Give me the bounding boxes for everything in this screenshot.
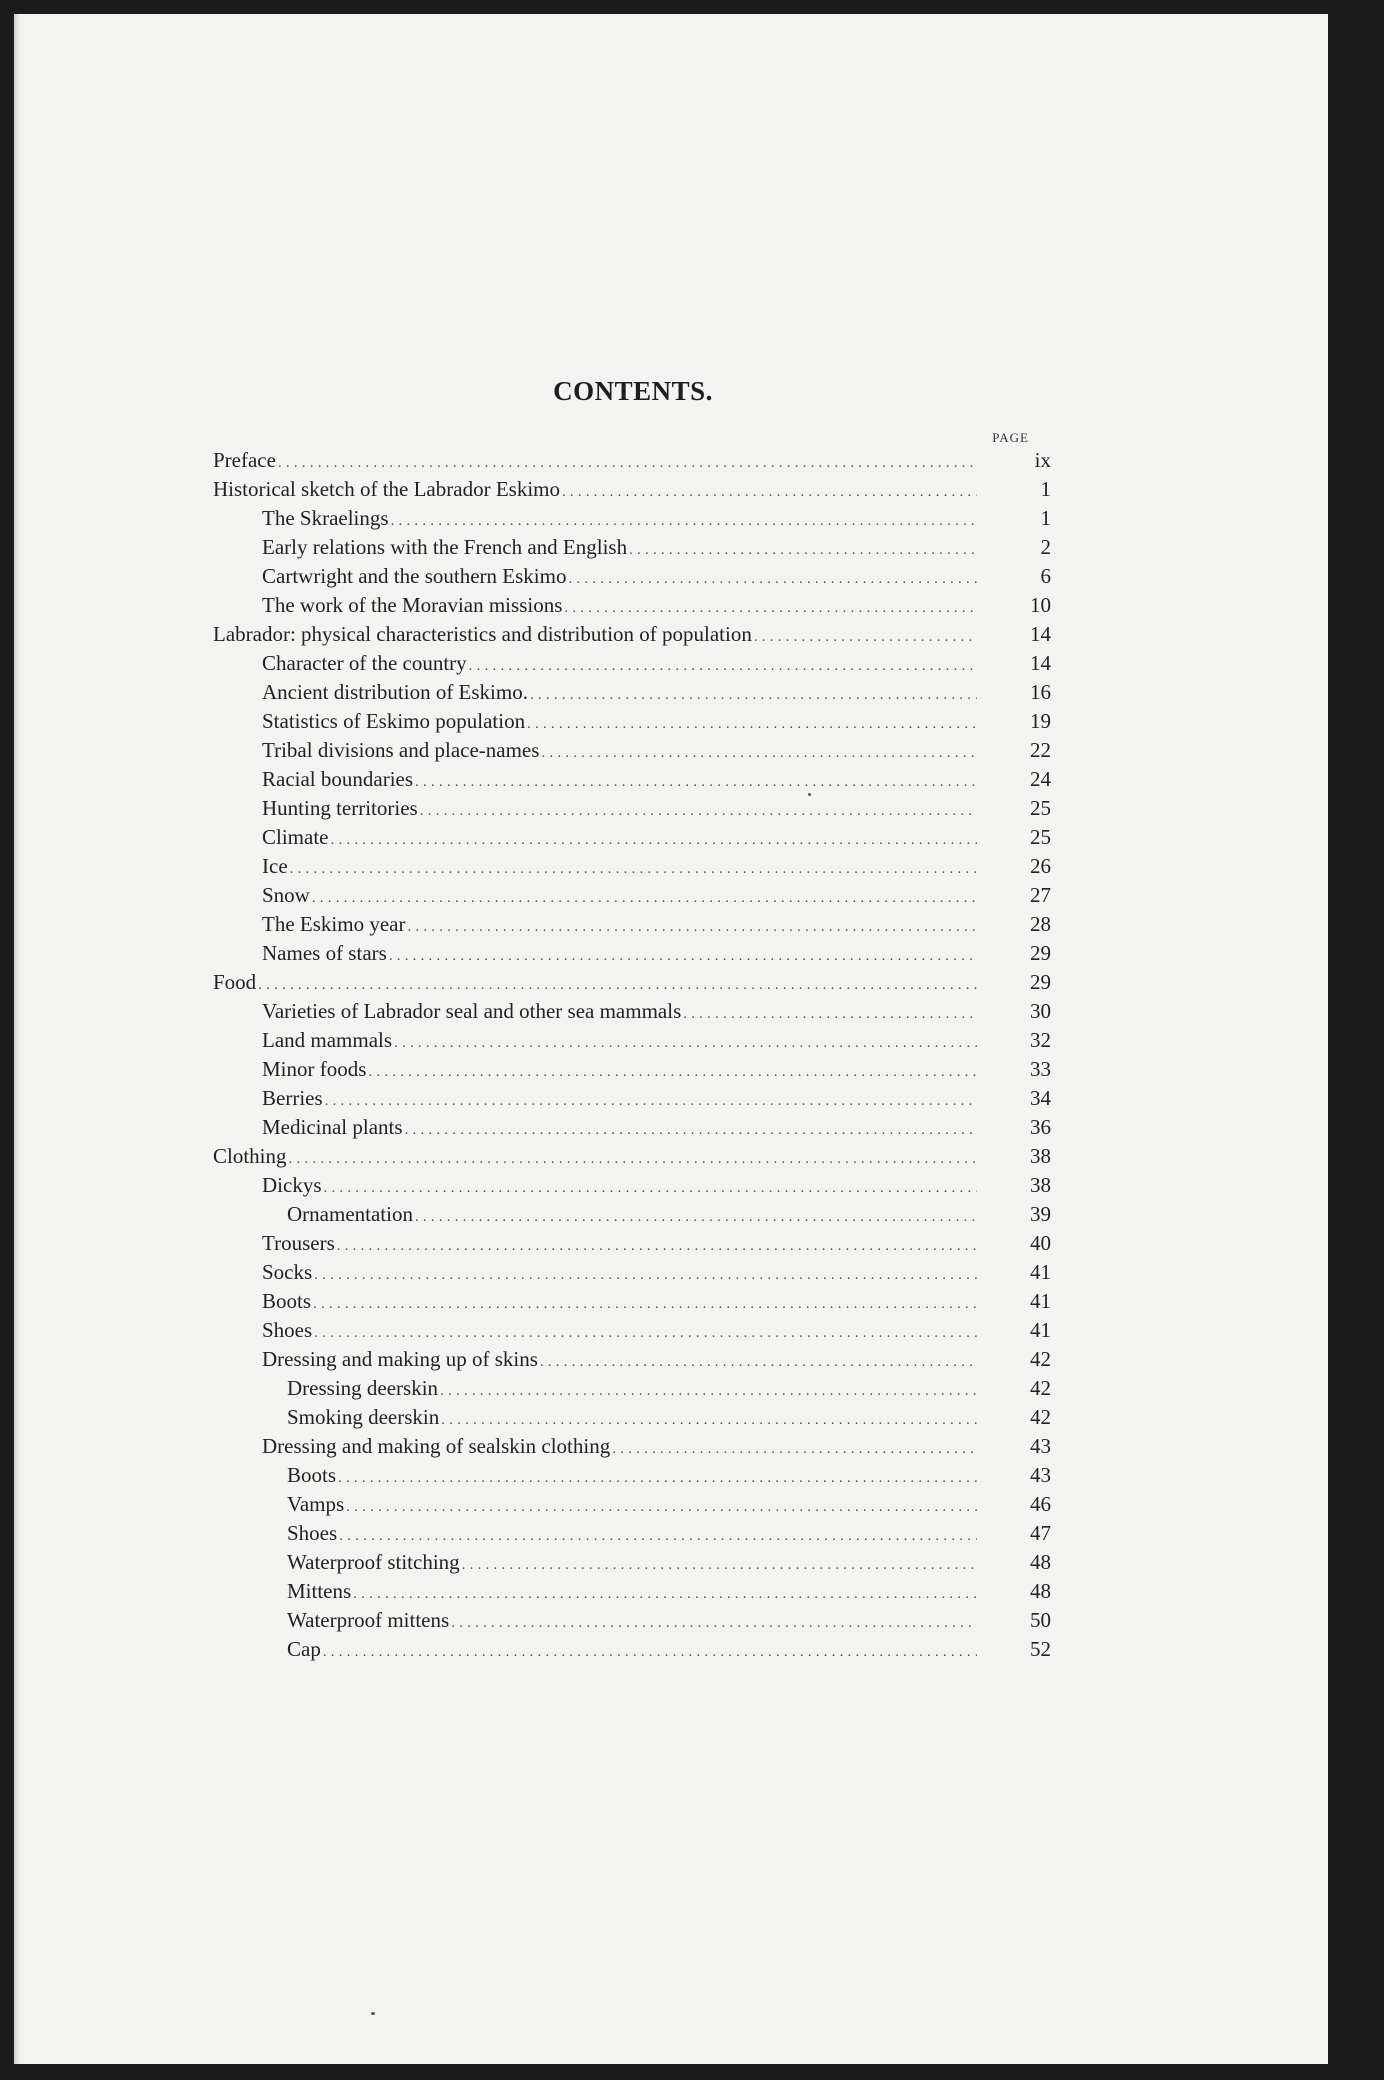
toc-entry xyxy=(213,910,1053,939)
dot-leader xyxy=(339,1522,977,1551)
dot-leader xyxy=(441,1406,977,1435)
toc-entry xyxy=(213,707,1053,736)
toc-entry-label: Food xyxy=(213,970,257,994)
dot-leader xyxy=(338,1464,977,1493)
toc-entry-label: The work of the Moravian missions xyxy=(262,593,563,617)
dot-leader xyxy=(389,942,977,971)
dot-leader xyxy=(323,1638,977,1667)
toc-entry-label: Trousers xyxy=(262,1231,335,1255)
toc-entry-label: Names of stars xyxy=(262,941,387,965)
toc-entry-label: Dressing and making of sealskin clothing xyxy=(262,1434,611,1458)
dot-leader xyxy=(415,1203,977,1232)
dot-leader xyxy=(405,1116,977,1145)
dot-leader xyxy=(462,1551,977,1580)
toc-entry xyxy=(213,1548,1053,1577)
toc-entry-page-number: 14 xyxy=(1030,622,1051,646)
dot-leader xyxy=(313,1290,977,1319)
toc-entry-page-number: 41 xyxy=(1030,1260,1051,1284)
dot-leader xyxy=(541,739,977,768)
toc-entry-label: Early relations with the French and English xyxy=(262,535,628,559)
dot-leader xyxy=(353,1580,977,1609)
toc-entry xyxy=(213,1519,1053,1548)
toc-entry-page-number: 43 xyxy=(1030,1434,1051,1458)
toc-entry-page-number: 41 xyxy=(1030,1289,1051,1313)
toc-entry-page-number: 52 xyxy=(1030,1637,1051,1661)
toc-entry-label: Character of the country xyxy=(262,651,467,675)
toc-entry xyxy=(213,1577,1053,1606)
toc-entry xyxy=(213,852,1053,881)
toc-entry-label: The Eskimo year xyxy=(262,912,406,936)
scan-speck xyxy=(808,793,811,796)
toc-entry xyxy=(213,1374,1053,1403)
toc-entry-page-number: 25 xyxy=(1030,825,1051,849)
toc-entry xyxy=(213,1113,1053,1142)
toc-entry xyxy=(213,939,1053,968)
toc-entry xyxy=(213,1287,1053,1316)
toc-entry-page-number: 24 xyxy=(1030,767,1051,791)
toc-entry-label: Boots xyxy=(262,1289,312,1313)
toc-entry xyxy=(213,1229,1053,1258)
toc-entry-label: Labrador: physical characteristics and distribution of population xyxy=(213,622,752,646)
toc-entry-page-number: 40 xyxy=(1030,1231,1051,1255)
toc-entry-page-number: 2 xyxy=(1040,535,1051,559)
toc-entry-label: Boots xyxy=(287,1463,337,1487)
toc-entry-label: Minor foods xyxy=(262,1057,367,1081)
dot-leader xyxy=(346,1493,977,1522)
toc-entry-label: Shoes xyxy=(287,1521,338,1545)
page-title: CONTENTS. xyxy=(553,376,713,406)
dot-leader xyxy=(612,1435,977,1464)
toc-entry xyxy=(213,446,1053,475)
toc-entry-label: Varieties of Labrador seal and other sea mammals xyxy=(262,999,682,1023)
toc-entry-list xyxy=(213,446,1053,1664)
dot-leader xyxy=(530,681,977,710)
toc-entry xyxy=(213,678,1053,707)
toc-entry-page-number: 6 xyxy=(1040,564,1051,588)
toc-entry xyxy=(213,794,1053,823)
toc-entry-label: Climate xyxy=(262,825,329,849)
dot-leader xyxy=(440,1377,977,1406)
toc-entry xyxy=(213,591,1053,620)
dot-leader xyxy=(420,797,977,826)
dot-leader xyxy=(258,971,977,1000)
toc-entry-label: Statistics of Eskimo population xyxy=(262,709,526,733)
page-edge-shadow xyxy=(14,14,20,2064)
dot-leader xyxy=(568,565,977,594)
toc-entry-label: Dickys xyxy=(262,1173,322,1197)
toc-entry xyxy=(213,1635,1053,1664)
dot-leader xyxy=(331,826,978,855)
toc-entry-page-number: 1 xyxy=(1040,477,1051,501)
toc-entry-page-number: 46 xyxy=(1030,1492,1051,1516)
toc-entry-page-number: 38 xyxy=(1030,1144,1051,1168)
toc-entry xyxy=(213,823,1053,852)
toc-entry xyxy=(213,1403,1053,1432)
toc-entry xyxy=(213,620,1053,649)
toc-entry-page-number: 33 xyxy=(1030,1057,1051,1081)
toc-entry-page-number: 50 xyxy=(1030,1608,1051,1632)
dot-leader xyxy=(629,536,977,565)
toc-entry-label: Cartwright and the southern Eskimo xyxy=(262,564,567,588)
toc-entry xyxy=(213,504,1053,533)
dot-leader xyxy=(562,478,977,507)
dot-leader xyxy=(407,913,977,942)
toc-entry-page-number: 34 xyxy=(1030,1086,1051,1110)
toc-entry xyxy=(213,1084,1053,1113)
dot-leader xyxy=(527,710,977,739)
toc-entry-label: Snow xyxy=(262,883,310,907)
scan-speck xyxy=(371,2012,375,2015)
toc-entry-label: Medicinal plants xyxy=(262,1115,403,1139)
toc-entry xyxy=(213,1345,1053,1374)
toc-entry-page-number: 22 xyxy=(1030,738,1051,762)
toc-entry xyxy=(213,1490,1053,1519)
toc-entry-label: Cap xyxy=(287,1637,321,1661)
toc-entry xyxy=(213,1258,1053,1287)
toc-entry xyxy=(213,1606,1053,1635)
toc-entry-label: Vamps xyxy=(287,1492,345,1516)
dot-leader xyxy=(314,1319,977,1348)
toc-entry xyxy=(213,1461,1053,1490)
dot-leader xyxy=(312,884,977,913)
toc-entry-label: Racial boundaries xyxy=(262,767,414,791)
dot-leader xyxy=(314,1261,977,1290)
toc-entry xyxy=(213,533,1053,562)
toc-entry-page-number: 16 xyxy=(1030,680,1051,704)
dot-leader xyxy=(394,1029,977,1058)
toc-entry-label: Historical sketch of the Labrador Eskimo xyxy=(213,477,560,501)
toc-entry-page-number: 29 xyxy=(1030,941,1051,965)
toc-entry xyxy=(213,1200,1053,1229)
toc-entry-page-number: 26 xyxy=(1030,854,1051,878)
toc-entry-label: Ice xyxy=(262,854,288,878)
toc-entry-label: Mittens xyxy=(287,1579,352,1603)
toc-entry-label: Ornamentation xyxy=(287,1202,413,1226)
toc-entry-page-number: 32 xyxy=(1030,1028,1051,1052)
dot-leader xyxy=(469,652,977,681)
toc-entry-page-number: 43 xyxy=(1030,1463,1051,1487)
toc-entry-page-number: ix xyxy=(1034,448,1051,472)
toc-entry-page-number: 48 xyxy=(1030,1579,1051,1603)
toc-entry-page-number: 28 xyxy=(1030,912,1051,936)
dot-leader xyxy=(754,623,977,652)
toc-entry-label: Ancient distribution of Eskimo. xyxy=(262,680,528,704)
dot-leader xyxy=(564,594,977,623)
toc-entry xyxy=(213,968,1053,997)
toc-entry-page-number: 19 xyxy=(1030,709,1051,733)
scanned-page xyxy=(14,14,1328,2064)
toc-entry xyxy=(213,1142,1053,1171)
toc-entry-label: Hunting territories xyxy=(262,796,418,820)
toc-entry-label: Berries xyxy=(262,1086,323,1110)
toc-entry-label: Shoes xyxy=(262,1318,313,1342)
toc-entry-page-number: 47 xyxy=(1030,1521,1051,1545)
toc-entry-page-number: 30 xyxy=(1030,999,1051,1023)
toc-entry-page-number: 39 xyxy=(1030,1202,1051,1226)
toc-entry-label: Clothing xyxy=(213,1144,287,1168)
toc-entry-page-number: 42 xyxy=(1030,1405,1051,1429)
dot-leader xyxy=(278,449,977,478)
toc-entry-page-number: 25 xyxy=(1030,796,1051,820)
toc-entry xyxy=(213,765,1053,794)
toc-entry xyxy=(213,881,1053,910)
toc-entry-label: Waterproof stitching xyxy=(287,1550,460,1574)
toc-entry-page-number: 41 xyxy=(1030,1318,1051,1342)
toc-entry-label: Preface xyxy=(213,448,276,472)
toc-entry xyxy=(213,1432,1053,1461)
dot-leader xyxy=(451,1609,977,1638)
dot-leader xyxy=(683,1000,977,1029)
toc-entry-page-number: 48 xyxy=(1030,1550,1051,1574)
dot-leader xyxy=(337,1232,977,1261)
toc-entry-label: Smoking deerskin xyxy=(287,1405,440,1429)
dot-leader xyxy=(540,1348,977,1377)
toc-entry xyxy=(213,475,1053,504)
toc-entry xyxy=(213,1055,1053,1084)
dot-leader xyxy=(325,1087,977,1116)
toc-entry-page-number: 42 xyxy=(1030,1347,1051,1371)
toc-entry-label: Tribal divisions and place-names xyxy=(262,738,540,762)
toc-entry-label: Dressing and making up of skins xyxy=(262,1347,538,1371)
toc-entry-page-number: 29 xyxy=(1030,970,1051,994)
toc-entry-page-number: 1 xyxy=(1040,506,1051,530)
toc-entry xyxy=(213,649,1053,678)
toc-entry-label: Land mammals xyxy=(262,1028,393,1052)
toc-entry xyxy=(213,1171,1053,1200)
dot-leader xyxy=(289,1145,977,1174)
toc-entry-page-number: 42 xyxy=(1030,1376,1051,1400)
toc-entry xyxy=(213,736,1053,765)
toc-entry-label: Socks xyxy=(262,1260,313,1284)
dot-leader xyxy=(415,768,977,797)
toc-entry xyxy=(213,997,1053,1026)
page-column-header: PAGE xyxy=(992,430,1029,445)
dot-leader xyxy=(368,1058,977,1087)
dot-leader xyxy=(290,855,977,884)
toc-entry-page-number: 10 xyxy=(1030,593,1051,617)
dot-leader xyxy=(324,1174,978,1203)
toc-entry xyxy=(213,562,1053,591)
toc-entry-page-number: 14 xyxy=(1030,651,1051,675)
toc-entry xyxy=(213,1316,1053,1345)
toc-entry-label: Waterproof mittens xyxy=(287,1608,450,1632)
toc-entry-label: Dressing deerskin xyxy=(287,1376,439,1400)
toc-entry-page-number: 36 xyxy=(1030,1115,1051,1139)
toc-entry-label: The Skraelings xyxy=(262,506,389,530)
toc-entry-page-number: 38 xyxy=(1030,1173,1051,1197)
dot-leader xyxy=(391,507,977,536)
toc-entry-page-number: 27 xyxy=(1030,883,1051,907)
toc-entry xyxy=(213,1026,1053,1055)
